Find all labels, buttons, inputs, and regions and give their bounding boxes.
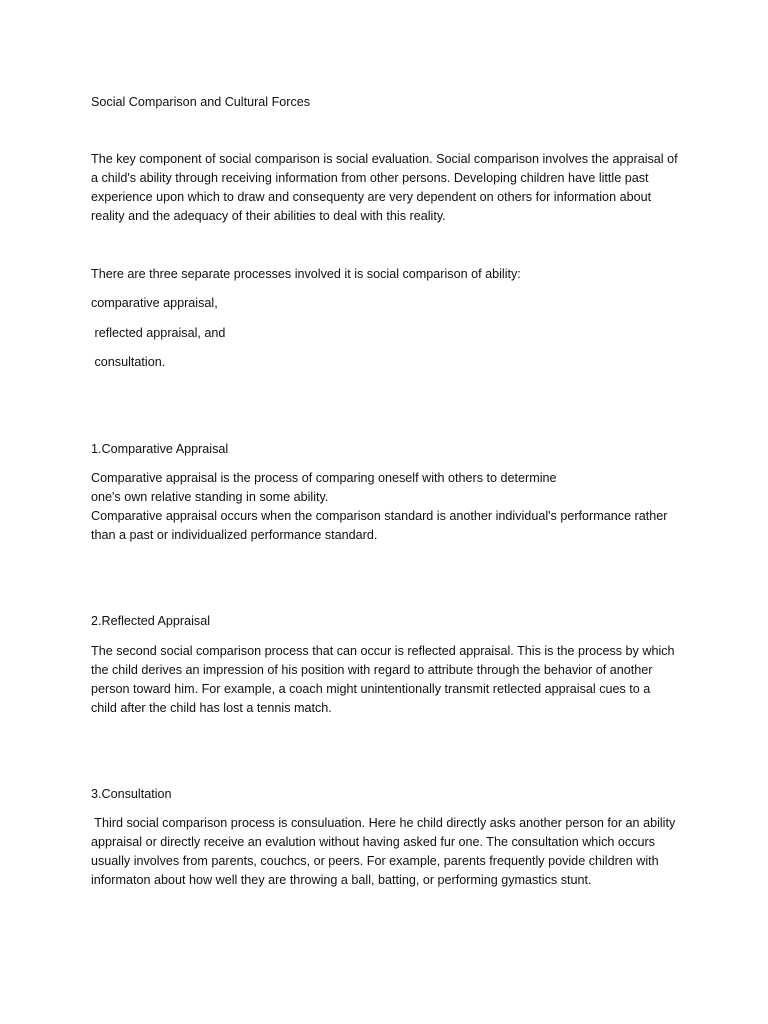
paragraph-line: usually involves from parents, couchcs, or peers. For example, parents frequently povide children with xyxy=(91,854,659,868)
paragraph-line: reality and the adequacy of their abilities to deal with this reality. xyxy=(91,209,446,223)
paragraph-line: Comparative appraisal occurs when the comparison standard is another individual's performance rather xyxy=(91,509,668,523)
process-item: reflected appraisal, and xyxy=(91,326,226,340)
paragraph-line: informaton about how well they are throwing a ball, batting, or performing gymastics stunt. xyxy=(91,873,592,887)
section-heading: 1.Comparative Appraisal xyxy=(91,442,229,456)
section-heading: 2.Reflected Appraisal xyxy=(91,614,211,628)
paragraph-line: a child's ability through receiving information from other persons. Developing children have little past xyxy=(91,171,649,185)
section-paragraph xyxy=(91,814,691,890)
paragraph-line: The key component of social comparison is social evaluation. Social comparison involves the appraisal of xyxy=(91,152,678,166)
process-item: comparative appraisal, xyxy=(91,296,218,310)
paragraph-line: Third social comparison process is consuluation. Here he child directly asks another person for an ability xyxy=(91,816,676,830)
section-heading: 3.Consultation xyxy=(91,787,172,801)
section-paragraph xyxy=(91,469,691,545)
paragraph-line: than a past or individualized performance standard. xyxy=(91,528,378,542)
intro-paragraph xyxy=(91,150,691,226)
paragraph-line: The second social comparison process that can occur is reflected appraisal. This is the process by which xyxy=(91,644,675,658)
paragraph-line: appraisal or directly receive an evalution without having asked fur one. The consultation which occurs xyxy=(91,835,656,849)
paragraph-line: child after the child has lost a tennis match. xyxy=(91,701,332,715)
paragraph-line: one's own relative standing in some ability. xyxy=(91,490,329,504)
document-title: Social Comparison and Cultural Forces xyxy=(91,95,311,109)
paragraph-line: the child derives an impression of his position with regard to attribute through the behavior of another xyxy=(91,663,653,677)
section-paragraph xyxy=(91,642,691,718)
paragraph-line: experience upon which to draw and consequenty are very dependent on others for information about xyxy=(91,190,652,204)
process-item: consultation. xyxy=(91,355,166,369)
paragraph-line: Comparative appraisal is the process of comparing oneself with others to determine xyxy=(91,471,557,485)
paragraph-line: person toward him. For example, a coach might unintentionally transmit retlected appraisal cues to a xyxy=(91,682,651,696)
processes-intro: There are three separate processes involved it is social comparison of ability: xyxy=(91,267,521,281)
